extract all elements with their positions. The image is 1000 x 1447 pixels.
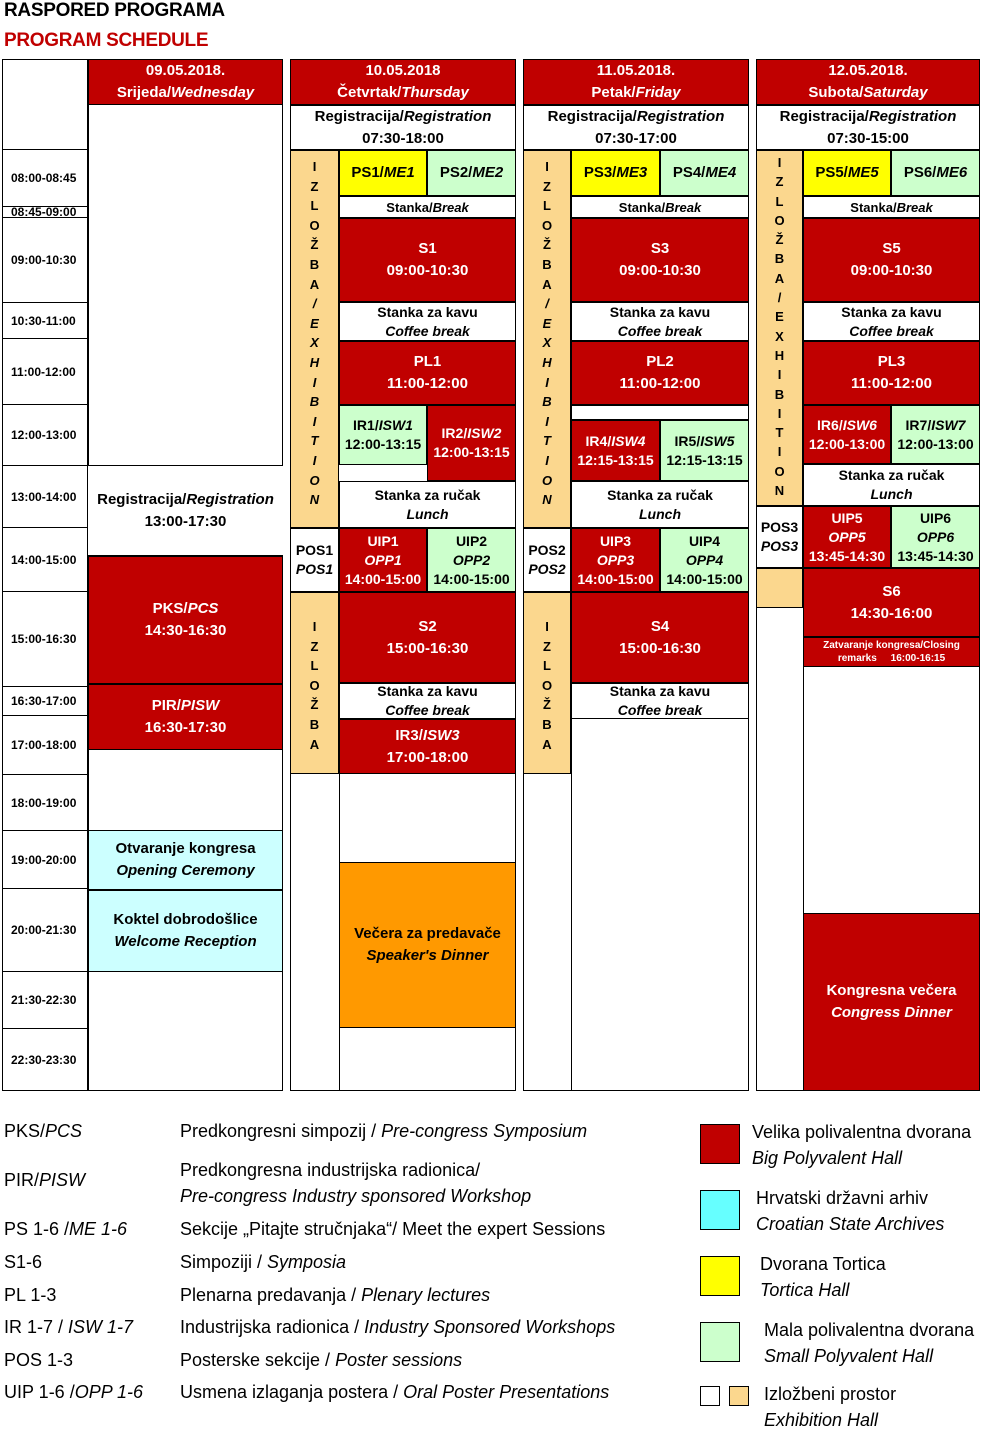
legend-swatch-exhibition-white [700,1386,720,1406]
legend-desc-s: Simpoziji / Symposia [180,1252,347,1272]
legend-desc-pl: Plenarna predavanja / Plenary lectures [180,1285,491,1305]
fri-ir4: IR4/ISW4 12:15-13:15 [571,420,660,481]
time-slot: 08:00-08:45 [3,150,87,207]
sat-closing-remarks: Zatvaranje kongresa/Closing remarks 16:00-16:15 [803,637,980,667]
day-header-wednesday: 09.05.2018. Srijeda/Wednesday [88,59,283,105]
wed-pir: PIR/PISW 16:30-17:30 [88,684,283,750]
time-slot: 21:30-22:30 [3,972,87,1029]
fri-registration: Registracija/Registration 07:30-17:00 [523,105,749,150]
sat-ir7: IR7/ISW7 12:00-13:00 [891,405,980,464]
wed-opening-ceremony: Otvaranje kongresa Opening Ceremony [88,830,283,890]
time-slot: 19:00-20:00 [3,831,87,889]
legend-abbr-s: S1-6 [4,1252,43,1272]
thu-coffee-break-2: Stanka za kavu Coffee break [339,683,516,719]
legend-abbr-pks: PKS/PCS [4,1121,83,1141]
time-slot: 12:00-13:00 [3,405,87,466]
time-slot: 15:00-16:30 [3,592,87,687]
exhibition-letters: I Z L O Ž B A / E X H I B I T I O N [774,155,785,499]
thu-pl1: PL1 11:00-12:00 [339,341,516,405]
legend-desc-pir: Predkongresna industrijska radionica/ Pre-congress Industry sponsored Workshop [180,1160,532,1206]
legend-desc-pks: Predkongresni simpozij / Pre-congress Symposium [180,1121,588,1141]
thu-ir1: IR1/ISW1 12:00-13:15 [339,405,427,465]
thu-ir3: IR3/ISW3 17:00-18:00 [339,719,516,774]
thu-uip1: UIP1 OPP1 14:00-15:00 [339,528,427,592]
legend-abbr-pl: PL 1-3 [4,1285,57,1305]
legend-desc-ir: Industrijska radionica / Industry Sponsored Workshops [180,1317,616,1337]
legend-abbr-pos: POS 1-3 [4,1350,74,1370]
legend-abbr-uip: UIP 1-6 /OPP 1-6 [4,1382,144,1402]
legend-swatch-big-hall [700,1124,740,1164]
fri-izlozba-strip: I Z L O Ž B A [523,592,571,774]
sat-pos3: POS3 POS3 [756,506,803,568]
wed-pks: PKS/PCS 14:30-16:30 [88,556,283,684]
page-title: RASPORED PROGRAMA [4,0,225,21]
fri-ps4: PS4/ME4 [660,150,749,196]
sat-congress-dinner: Kongresna večera Congress Dinner [803,913,980,1091]
page-subtitle: PROGRAM SCHEDULE [4,30,209,51]
thu-s2: S2 15:00-16:30 [339,592,516,683]
day-header-thursday: 10.05.2018 Četvrtak/Thursday [290,59,516,105]
legend-hall-exhibition: Izložbeni prostor Exhibition Hall [764,1384,897,1430]
thu-s1: S1 09:00-10:30 [339,218,516,302]
fri-break: Stanka/Break [571,196,749,218]
thu-registration: Registracija/Registration 07:30-18:00 [290,105,516,150]
sat-ps5: PS5/ME5 [803,150,891,196]
time-slot: 20:00-21:30 [3,889,87,972]
legend-abbr-ps: PS 1-6 /ME 1-6 [4,1219,128,1239]
sat-exhibition-strip [756,150,803,506]
time-slot: 13:00-14:00 [3,466,87,528]
legend-swatch-exhibition-orange [729,1386,749,1406]
legend-swatch-archives [700,1190,740,1230]
time-slot: 11:00-12:00 [3,339,87,405]
fri-coffee-break: Stanka za kavu Coffee break [571,302,749,341]
sat-uip6: UIP6 OPP6 13:45-14:30 [891,506,980,568]
time-slot: 18:00-19:00 [3,775,87,831]
fri-s3: S3 09:00-10:30 [571,218,749,302]
time-slot: 22:30-23:30 [11,1052,77,1067]
thu-uip2: UIP2 OPP2 14:00-15:00 [427,528,516,592]
legend-swatch-tortica [700,1256,740,1296]
fri-exhibition-strip [523,150,571,528]
sat-break: Stanka/Break [803,196,980,218]
sat-exhibition-block [756,568,803,608]
fri-ps3: PS3/ME3 [571,150,660,196]
thu-coffee-break: Stanka za kavu Coffee break [339,302,516,341]
fri-coffee-break-2: Stanka za kavu Coffee break [571,683,749,719]
fri-s4: S4 15:00-16:30 [571,592,749,683]
thu-izlozba-strip: I Z L O Ž B A [290,592,339,774]
sat-lunch: Stanka za ručak Lunch [803,464,980,506]
fri-pl2: PL2 11:00-12:00 [571,341,749,405]
thu-ps1: PS1/ME1 [339,150,427,196]
thu-ps2: PS2/ME2 [427,150,516,196]
sat-s6: S6 14:30-16:00 [803,568,980,637]
sat-s5: S5 09:00-10:30 [803,218,980,302]
exhibition-letters: I Z L O Ž B A / E X H I B I T I O N [541,159,553,508]
time-column [2,59,88,1091]
legend-hall-big: Velika polivalentna dvorana Big Polyvalent Hall [752,1122,972,1168]
legend-abbr-pir: PIR/PISW [4,1170,86,1190]
thu-break: Stanka/Break [339,196,516,218]
fri-gap [571,405,749,420]
day-header-friday: 11.05.2018. Petak/Friday [523,59,749,105]
sat-coffee-break: Stanka za kavu Coffee break [803,302,980,341]
sat-ir6: IR6/ISW6 12:00-13:00 [803,405,891,464]
wed-registration: Registracija/Registration 13:00-17:30 [88,465,283,556]
sat-uip5: UIP5 OPP5 13:45-14:30 [803,506,891,568]
wed-welcome-reception: Koktel dobrodošlice Welcome Reception [88,890,283,972]
fri-uip4: UIP4 OPP4 14:00-15:00 [660,528,749,592]
sat-ps6: PS6/ME6 [891,150,980,196]
time-slot: 17:00-18:00 [3,716,87,775]
legend-desc-ps: Sekcije „Pitajte stručnjaka“/ Meet the expert Sessions [180,1219,606,1239]
fri-ir5: IR5/ISW5 12:15-13:15 [660,420,749,481]
sat-pl3: PL3 11:00-12:00 [803,341,980,405]
thu-ir2: IR2/ISW2 12:00-13:15 [427,405,516,481]
fri-uip3: UIP3 OPP3 14:00-15:00 [571,528,660,592]
thu-pos1: POS1 POS1 [290,528,339,592]
time-slot: 08:45-09:00 [3,207,87,218]
thu-speakers-dinner: Večera za predavače Speaker's Dinner [339,862,516,1028]
time-slot: 14:00-15:00 [3,528,87,592]
legend-desc-uip: Usmena izlaganja postera / Oral Poster Presentations [180,1382,610,1402]
thu-lunch: Stanka za ručak Lunch [339,481,516,528]
time-slot: 10:30-11:00 [3,303,87,339]
legend-swatch-small-hall [700,1322,740,1362]
legend-desc-pos: Posterske sekcije / Poster sessions [180,1350,463,1370]
fri-pos2: POS2 POS2 [523,528,571,592]
legend-hall-tortica: Dvorana Tortica Tortica Hall [760,1254,886,1300]
fri-lunch: Stanka za ručak Lunch [571,481,749,528]
legend-hall-archives: Hrvatski državni arhiv Croatian State Archives [756,1188,945,1234]
time-column-header [3,60,87,150]
day-header-saturday: 12.05.2018. Subota/Saturday [756,59,980,105]
time-slot: 16:30-17:00 [3,687,87,716]
time-slot: 09:00-10:30 [3,218,87,303]
sat-registration: Registracija/Registration 07:30-15:00 [756,105,980,150]
fri-bottom-divider [571,719,572,1091]
legend-hall-small: Mala polivalentna dvorana Small Polyvalent Hall [764,1320,975,1366]
legend-abbr-ir: IR 1-7 / ISW 1-7 [4,1317,134,1337]
thu-exhibition-strip [290,150,339,528]
exhibition-letters: I Z L O Ž B A / E X H I B I T I O N [309,159,320,508]
